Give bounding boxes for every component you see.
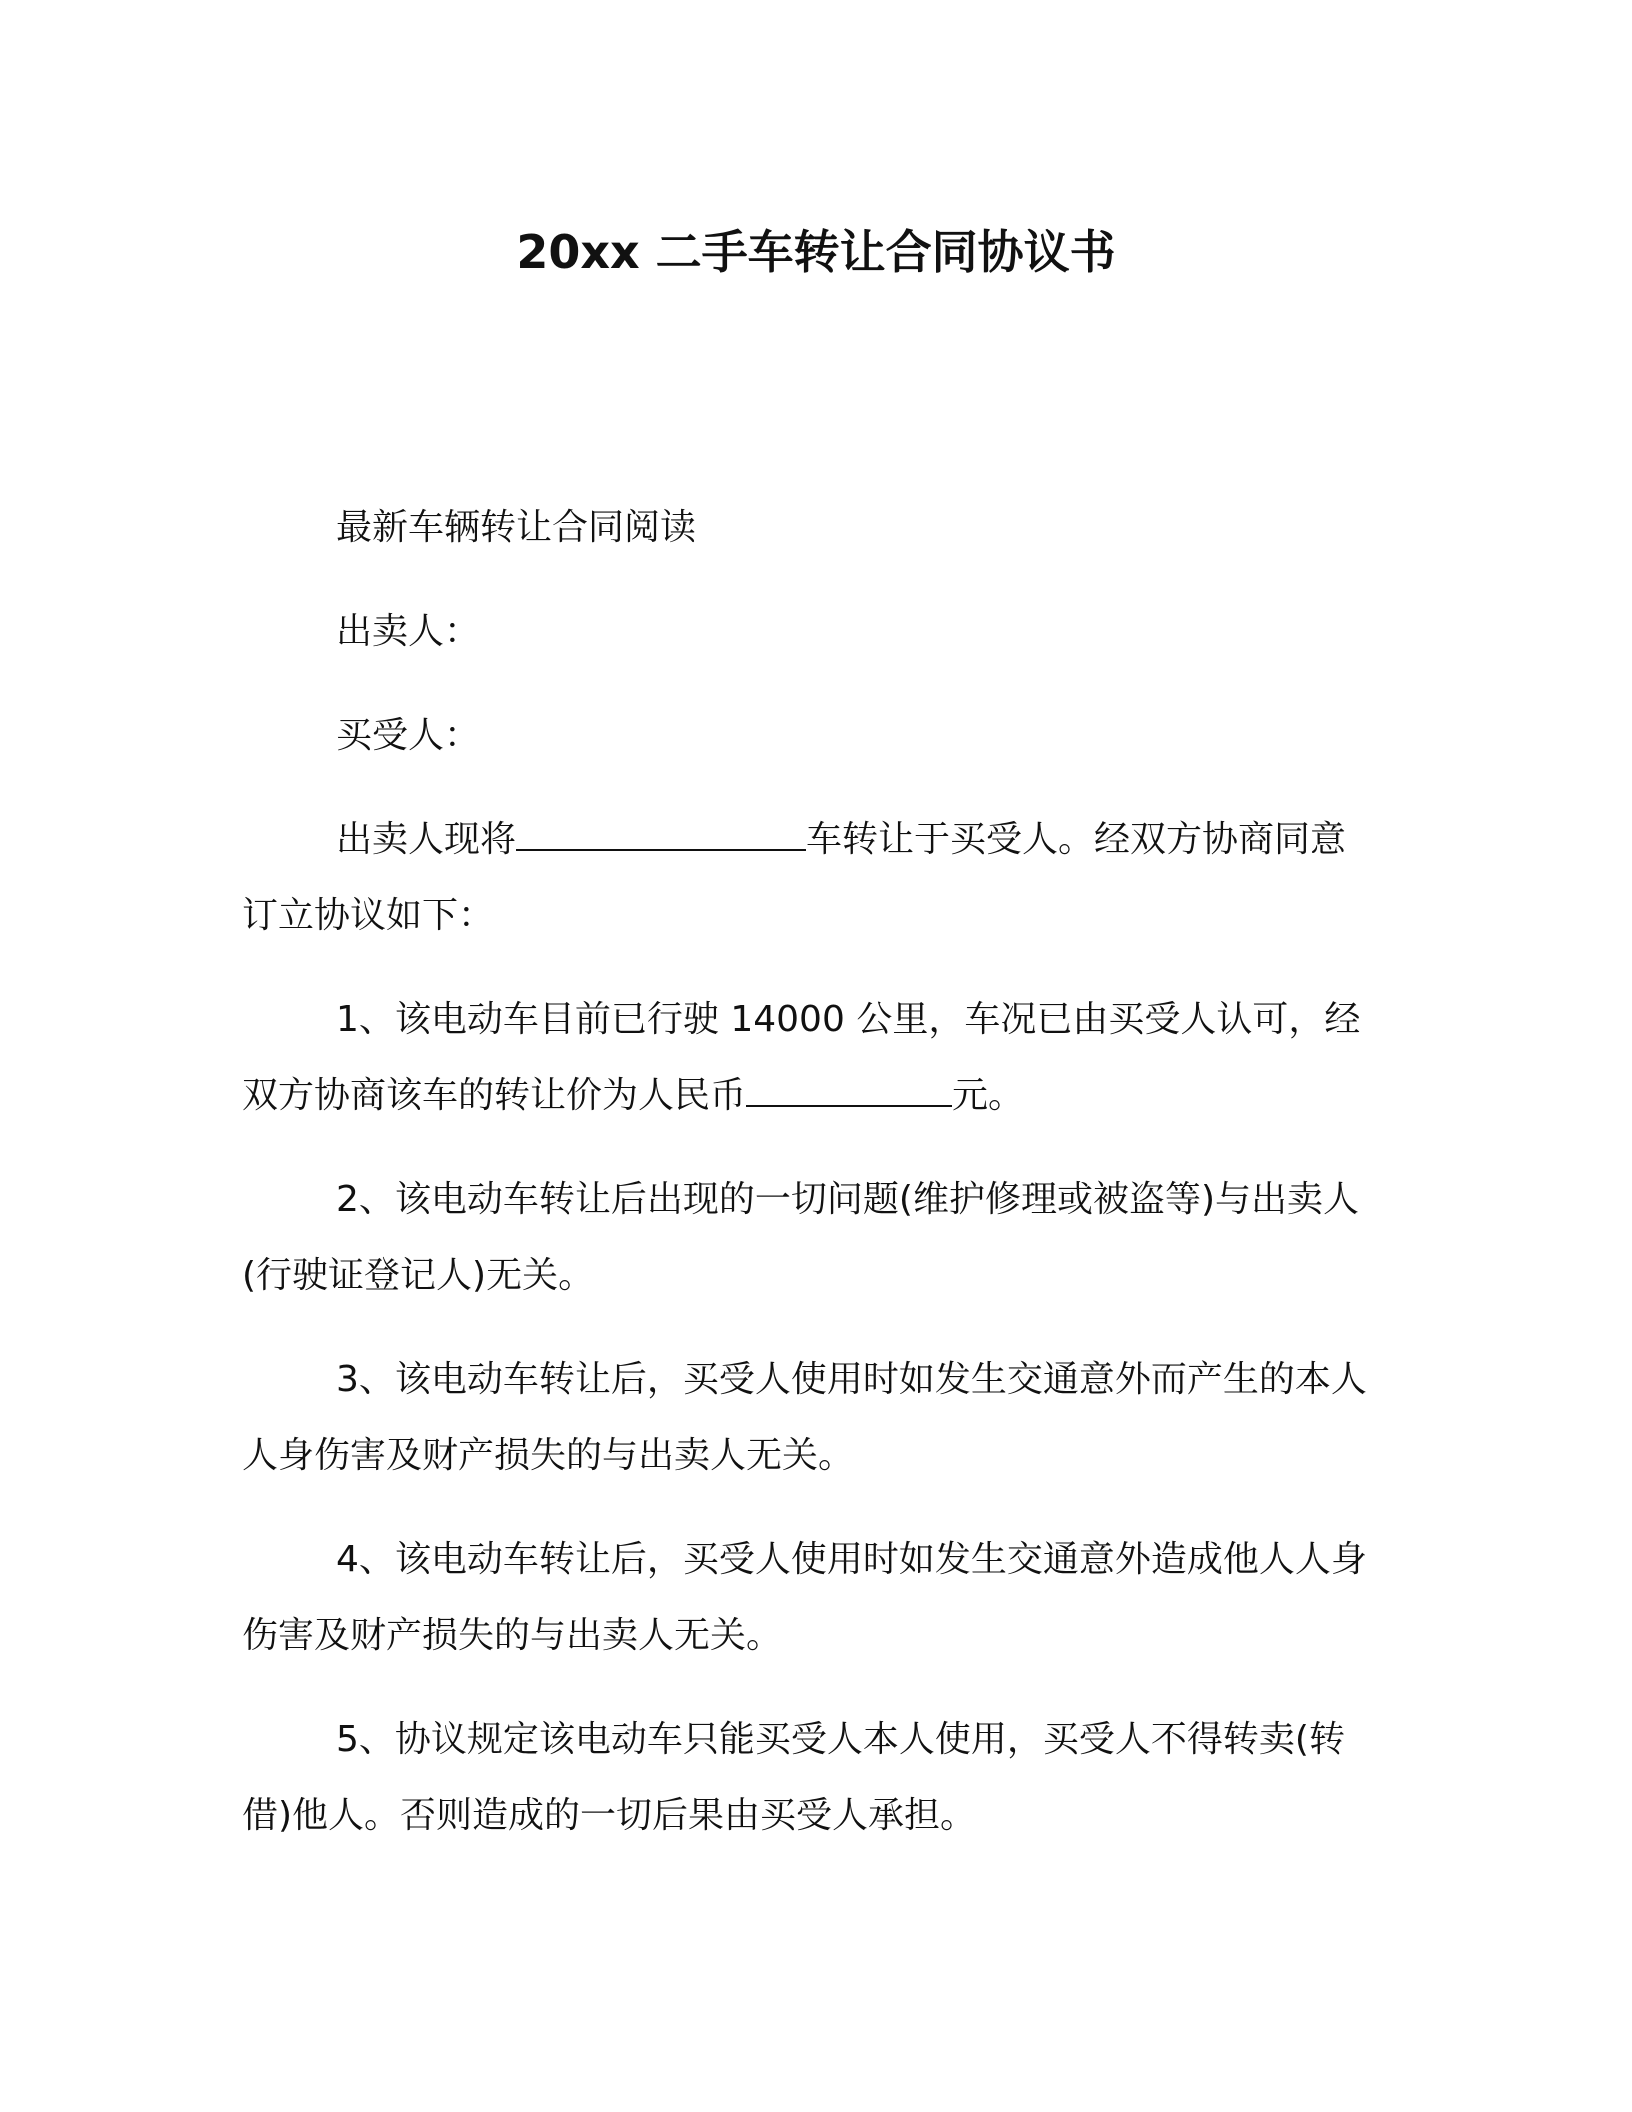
seller-label: 出卖人： [336,611,481,652]
intro-after-blank: 车转让于买受人。经双方协商同意订立协议如下： [242,819,1347,936]
clause-5: 5、协议规定该电动车只能买受人本人使用，买受人不得转卖(转借)他人。否则造成的一切后果由买受人承担。 [242,1719,1345,1836]
clause-1-after-blank: 元。 [952,1075,1025,1116]
intro-before-blank: 出卖人现将 [336,819,517,860]
intro-paragraph [242,802,1382,954]
document-body [242,490,1382,1882]
clause-1 [242,982,1382,1134]
subtitle: 最新车辆转让合同阅读 [336,507,697,548]
clause-2: 2、该电动车转让后出现的一切问题(维护修理或被盗等)与出卖人(行驶证登记人)无关。 [242,1179,1359,1296]
clause-4: 4、该电动车转让后，买受人使用时如发生交通意外造成他人人身伤害及财产损失的与出卖人无关。 [242,1539,1367,1656]
car-name-blank [516,819,806,851]
document-title: 20xx 二手车转让合同协议书 [516,225,1116,279]
clause-1-before-blank: 1、该电动车目前已行驶 14000 公里，车况已由买受人认可，经双方协商该车的转让价为人民币 [242,999,1361,1116]
clause-3: 3、该电动车转让后，买受人使用时如发生交通意外而产生的本人人身伤害及财产损失的与出卖人无关。 [242,1359,1367,1476]
buyer-label: 买受人： [336,715,481,756]
price-blank [746,1075,952,1107]
